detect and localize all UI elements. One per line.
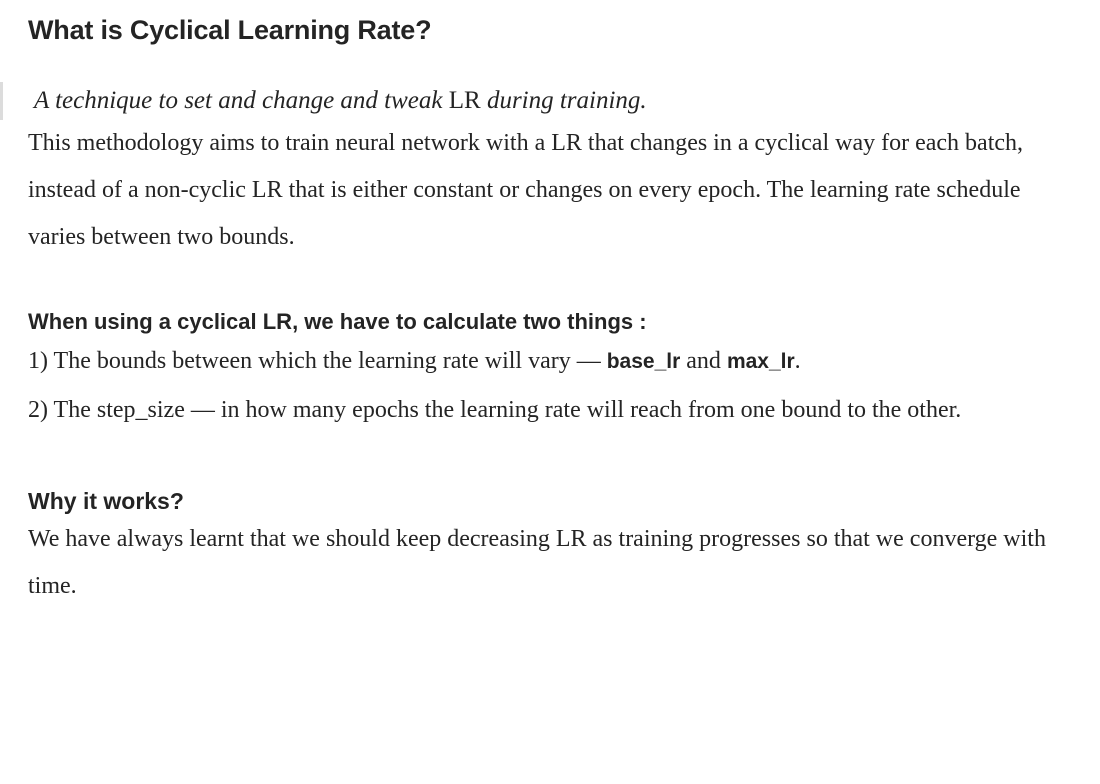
- section-lead: [28, 307, 1060, 337]
- page-title: What is Cyclical Learning Rate?: [28, 15, 432, 45]
- code-max-lr: max_lr: [726, 350, 795, 373]
- section-calculations: [28, 307, 1060, 434]
- section-lead-bold: When using a cyclical LR, we have to calculate two things: [28, 309, 634, 334]
- list-item-bounds-prefix: 1) The bounds between which the learning rate will vary —: [28, 348, 607, 374]
- list-item-bounds: [28, 337, 1060, 386]
- blockquote-italic-start: A technique to set and change and tweak: [34, 87, 449, 114]
- list-item-bounds-middle: and: [680, 348, 727, 374]
- paragraph-why: We have always learnt that we should keep decreasing LR as training progresses so that we converge with time.: [28, 526, 1046, 599]
- list-item-step-size: 2) The step_size — in how many epochs the learning rate will reach from one bound to the other.: [28, 397, 962, 423]
- code-base-lr: base_lr: [606, 350, 681, 373]
- paragraph-methodology: This methodology aims to train neural network with a LR that changes in a cyclical way for each batch, instead of a non-cyclic LR that is either constant or changes on every epoch. The learning rate schedule varies between two bounds.: [28, 130, 1024, 250]
- blockquote: [0, 82, 1060, 120]
- list-item-bounds-suffix: .: [794, 348, 801, 374]
- blockquote-upright-term: LR: [448, 87, 481, 114]
- section-lead-colon: :: [633, 309, 647, 334]
- section-heading-why: Why it works?: [28, 488, 184, 514]
- blockquote-italic-end: during training.: [480, 87, 647, 114]
- blockquote-text: [34, 87, 647, 114]
